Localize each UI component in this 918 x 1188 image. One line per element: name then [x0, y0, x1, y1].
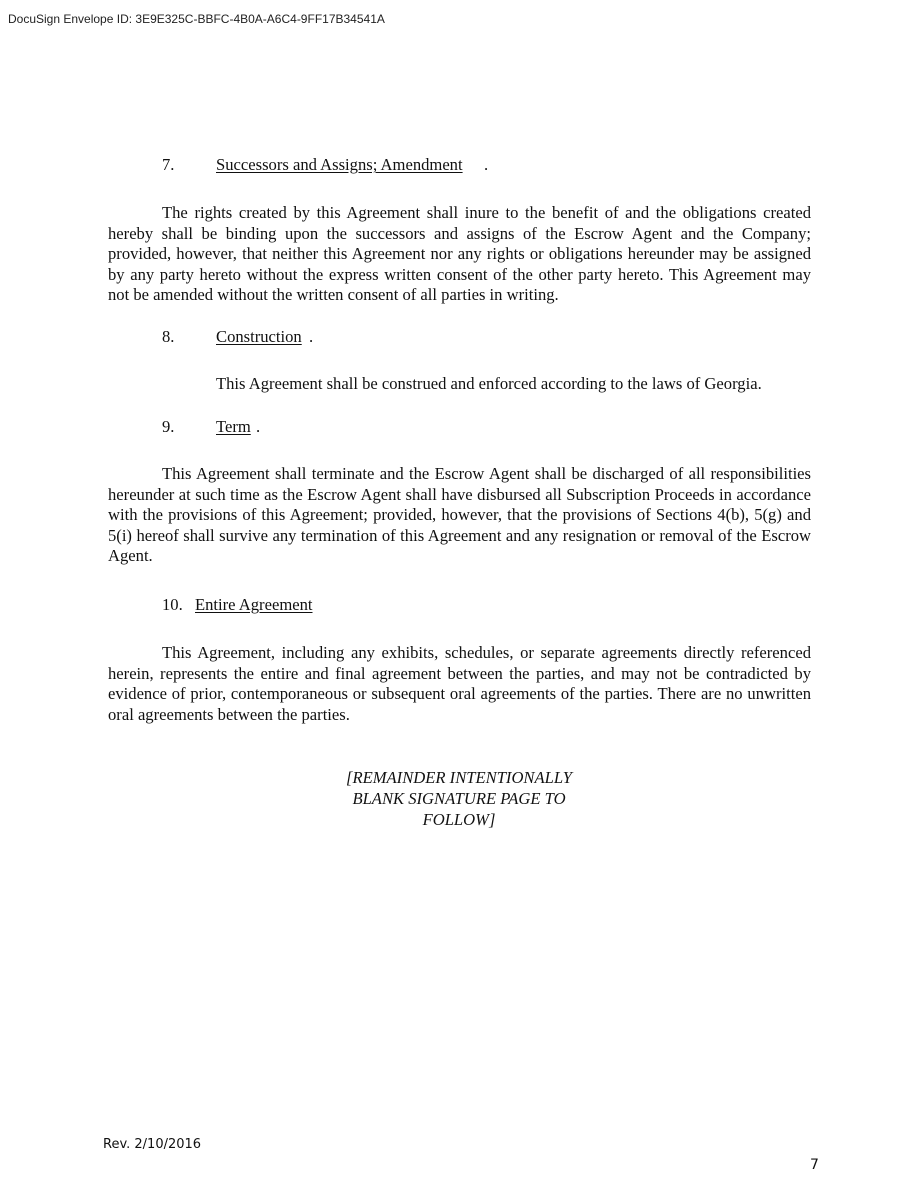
- section-title: Successors and Assigns; Amendment: [216, 155, 463, 174]
- section-title: Entire Agreement: [195, 595, 313, 614]
- section-number: 8.: [162, 327, 175, 346]
- remainder-line-1: [REMAINDER INTENTIONALLY: [345, 768, 572, 787]
- section-7-punct: .: [484, 155, 489, 174]
- section-number: 9.: [162, 417, 175, 436]
- page-number: 7: [810, 1157, 819, 1173]
- remainder-notice: [330, 767, 588, 830]
- section-title: Term: [216, 417, 251, 436]
- remainder-line-2: BLANK SIGNATURE PAGE TO: [352, 789, 566, 808]
- section-8-body: This Agreement shall be construed and enforced according to the laws of Georgia.: [216, 374, 762, 393]
- section-number: 10.: [162, 595, 183, 614]
- section-9-body: This Agreement shall terminate and the Escrow Agent shall be discharged of all responsibilities hereunder at such time as the Escrow Agent shall have disbursed all Subscription Proceeds in accordance with the provisions of this Agreement; provided, however, that the provisions of Sections 4(b), 5(g) and 5(i) hereof shall survive any termination of this Agreement and any resignation or removal of the Escrow Agent.: [108, 464, 811, 566]
- section-10-body: This Agreement, including any exhibits, schedules, or separate agreements directly referenced herein, represents the entire and final agreement between the parties, and may not be contradicted by evidence of prior, contemporaneous or subsequent oral agreements of the parties. There are no unwritten oral agreements between the parties.: [108, 643, 811, 724]
- section-title: Construction: [216, 327, 302, 346]
- section-7-body: The rights created by this Agreement shall inure to the benefit of and the obligations created hereby shall be binding upon the successors and assigns of the Escrow Agent and the Company; provided, however, that neither this Agreement nor any rights or obligations hereunder may be assigned by any party hereto without the express written consent of the other party hereto. This Agreement may not be amended without the written consent of all parties in writing.: [108, 203, 811, 305]
- section-number: 7.: [162, 155, 175, 174]
- revision-date: Rev. 2/10/2016: [103, 1137, 202, 1152]
- section-8-punct: .: [309, 327, 314, 346]
- docusign-envelope-id: DocuSign Envelope ID: 3E9E325C-BBFC-4B0A-A6C4-9FF17B34541A: [8, 12, 385, 26]
- section-9-punct: .: [256, 417, 261, 436]
- remainder-line-3: FOLLOW]: [422, 810, 496, 829]
